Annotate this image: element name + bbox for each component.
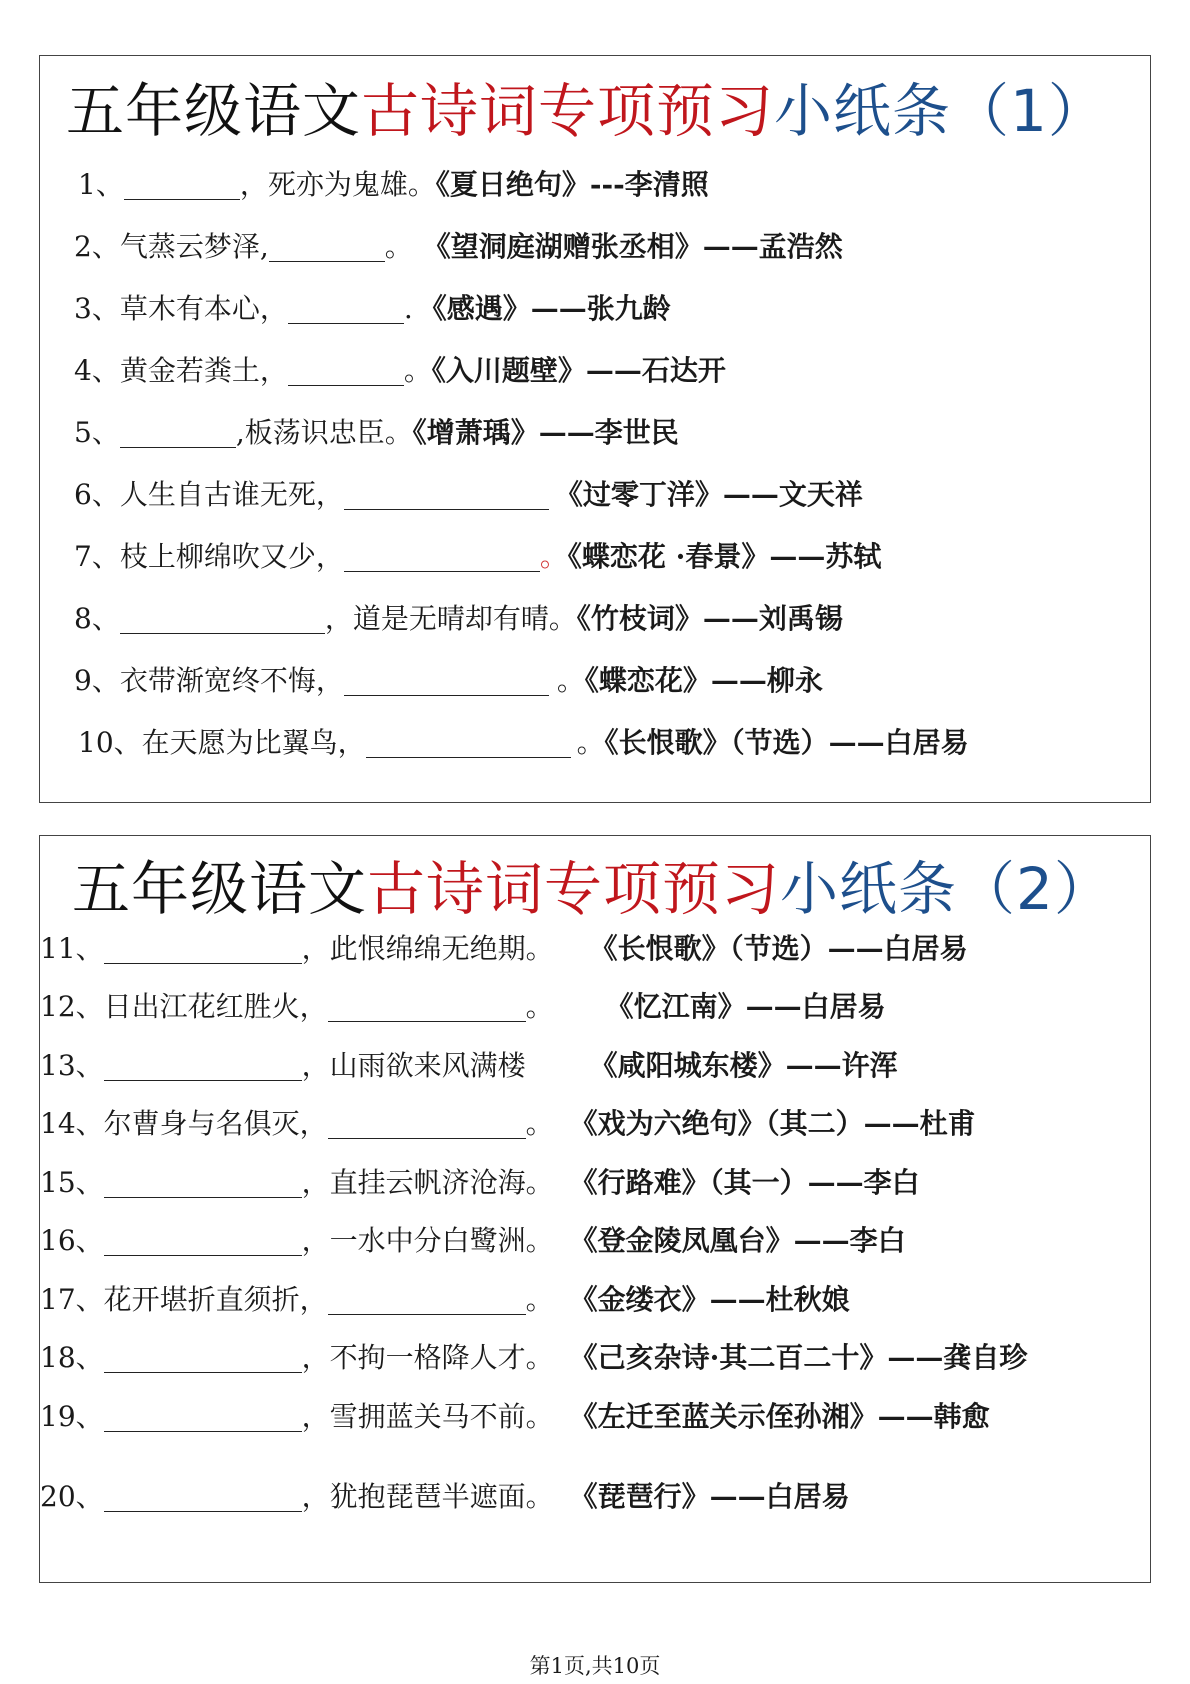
item-text-after: ，此恨绵绵无绝期。 [301,932,554,965]
poem-source: 《咸阳城东楼》——许浑 [589,1049,898,1082]
item-text-after: 。 [403,354,432,387]
poem-source: 《夏日绝句》---李清照 [435,168,709,201]
item-text-after: 。 [384,230,413,263]
item-number: 13、 [40,1049,104,1082]
answer-blank[interactable] [366,731,571,758]
item-number: 9、 [74,664,120,697]
item-text-after: . [403,292,413,325]
poem-source: 《琵琶行》——白居易 [569,1480,850,1513]
poem-source: 《忆江南》——白居易 [605,990,886,1023]
item-text-after: 。 [576,726,605,759]
item-text-before: 人生自古谁无死， [119,478,344,511]
item-text-after: ，不拘一格降人才。 [301,1341,554,1374]
item-text-before: 花开堪折直须折， [103,1283,328,1316]
list-item [40,1224,906,1258]
poem-source: 《入川题壁》——石达开 [431,354,726,387]
item-text-before: 在天愿为比翼鸟， [141,726,366,759]
item-number: 10、 [78,726,142,759]
poem-source: 《过零丁洋》——文天祥 [554,478,863,511]
worksheet-card-2 [39,835,1151,1583]
answer-blank[interactable] [288,297,404,324]
list-item [40,1400,990,1434]
answer-blank[interactable] [124,173,240,200]
answer-blank[interactable] [104,1405,302,1432]
list-item [74,354,726,388]
list-item [78,726,969,760]
title-topic: 古诗词专项预习 [367,855,781,923]
item-text-after: ，雪拥蓝关马不前。 [301,1400,554,1433]
item-text-after: 。 [525,990,554,1023]
answer-blank[interactable] [328,1288,526,1315]
list-item [78,168,709,202]
poem-source: 《望洞庭湖赠张丞相》——孟浩然 [422,230,843,263]
answer-blank[interactable] [120,421,236,448]
list-item [74,664,823,698]
item-text-after: ，直挂云帆济沧海。 [301,1166,554,1199]
item-number: 3、 [74,292,120,325]
list-item [74,602,843,636]
answer-blank[interactable] [104,937,302,964]
item-text-after: ,板荡识忠臣。 [235,416,413,449]
item-text-after: 。 [525,1283,554,1316]
title-grade: 五年级语文 [66,77,362,145]
item-text-after: ，道是无晴却有晴。 [324,602,577,635]
item-text-before: 气蒸云梦泽, [119,230,269,263]
item-text-before: 草木有本心， [119,292,288,325]
item-text-after: ，犹抱琵琶半遮面。 [301,1480,554,1513]
answer-blank[interactable] [120,607,325,634]
item-text-after: 。 [525,1107,554,1140]
item-text-before: 枝上柳绵吹又少， [119,540,344,573]
poem-source: 《感遇》——张九龄 [418,292,671,325]
poem-source: 《己亥杂诗·其二百二十》——龚自珍 [569,1341,1028,1374]
item-number: 20、 [40,1480,104,1513]
item-number: 4、 [74,354,120,387]
list-item [40,1049,898,1083]
poem-source: 《登金陵凤凰台》——李白 [569,1224,906,1257]
list-item [74,478,863,512]
poem-source: 《行路难》（其一）——李白 [569,1166,920,1199]
poem-source: 《蝶恋花 ·春景》——苏轼 [567,540,882,573]
item-number: 11、 [40,932,104,965]
answer-blank[interactable] [328,995,526,1022]
item-text-before: 衣带渐宽终不悔， [119,664,344,697]
item-number: 7、 [74,540,120,573]
item-number: 17、 [40,1283,104,1316]
item-text-before: 黄金若粪土， [119,354,288,387]
answer-blank[interactable] [104,1485,302,1512]
item-number: 14、 [40,1107,104,1140]
item-text-before: 尔曹身与名俱灭， [103,1107,328,1140]
poem-source: 《戏为六绝句》（其二）——杜甫 [569,1107,976,1140]
list-item [40,932,968,966]
item-number: 8、 [74,602,120,635]
answer-blank[interactable] [104,1171,302,1198]
list-item [74,292,671,326]
poem-source: 《竹枝词》——刘禹锡 [576,602,843,635]
item-number: 6、 [74,478,120,511]
card-title [66,77,1107,145]
answer-blank[interactable] [328,1112,526,1139]
item-text-after: ，一水中分白鹭洲。 [301,1224,554,1257]
poem-source: 《长恨歌》（节选）——白居易 [589,932,968,965]
answer-blank[interactable] [104,1346,302,1373]
item-number: 18、 [40,1341,104,1374]
poem-source: 《金缕衣》——杜秋娘 [569,1283,850,1316]
list-item [40,1283,850,1317]
list-item [74,416,679,450]
page-number: 第1页,共10页 [529,1654,661,1678]
list-item [40,990,886,1024]
poem-source: 《长恨歌》（节选）——白居易 [604,726,969,759]
answer-blank[interactable] [288,359,404,386]
list-item [40,1480,850,1514]
item-text-before: 日出江花红胜火， [103,990,328,1023]
poem-source: 《蝶恋花》——柳永 [584,664,823,697]
answer-blank[interactable] [104,1054,302,1081]
answer-blank[interactable] [344,483,549,510]
item-number: 19、 [40,1400,104,1433]
list-item [40,1166,920,1200]
title-note: 小纸条（2） [780,855,1113,923]
item-text-after: ，死亦为鬼雄。 [239,168,436,201]
list-item [74,540,881,574]
item-text-after: 。 [539,540,568,573]
worksheet-card-1 [39,55,1151,803]
poem-source: 《左迁至蓝关示侄孙湘》——韩愈 [569,1400,990,1433]
item-number: 15、 [40,1166,104,1199]
answer-blank[interactable] [104,1229,302,1256]
list-item [74,230,843,264]
item-text-after: 。 [556,664,585,697]
poem-source: 《增萧瑀》——李世民 [412,416,679,449]
answer-blank[interactable] [269,235,385,262]
title-grade: 五年级语文 [72,855,368,923]
card-title [72,855,1113,923]
answer-blank[interactable] [344,545,540,572]
item-number: 1、 [78,168,124,201]
item-number: 5、 [74,416,120,449]
item-number: 2、 [74,230,120,263]
title-topic: 古诗词专项预习 [361,77,775,145]
list-item [40,1107,976,1141]
answer-blank[interactable] [344,669,549,696]
title-note: 小纸条（1） [774,77,1107,145]
list-item [40,1341,1027,1375]
item-number: 16、 [40,1224,104,1257]
item-text-after: ，山雨欲来风满楼 [301,1049,526,1082]
item-number: 12、 [40,990,104,1023]
